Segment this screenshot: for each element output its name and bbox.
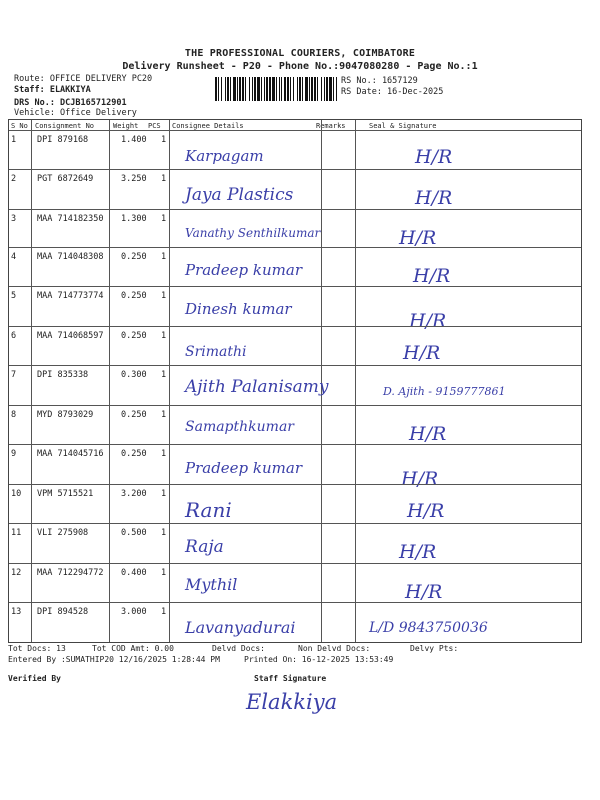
col-divider <box>31 130 32 169</box>
delivery-points: Delvy Pts: <box>410 644 459 653</box>
total-cod-amount: Tot COD Amt: 0.00 <box>92 644 174 653</box>
row-pcs: 1 <box>161 370 167 380</box>
row-sno: 11 <box>11 528 22 538</box>
col-divider <box>321 563 322 602</box>
col-divider <box>109 444 110 484</box>
row-weight: 1.300 <box>121 214 147 224</box>
col-divider <box>31 209 32 247</box>
barcode-bar <box>239 77 241 101</box>
col-divider <box>355 286 356 326</box>
barcode-bar <box>276 77 277 101</box>
row-consignee-signature: Srimathi <box>185 344 247 360</box>
row-pcs: 1 <box>161 410 167 420</box>
row-consignment-no: MAA 714773774 <box>37 291 104 301</box>
col-divider <box>109 563 110 602</box>
row-consignment-no: MAA 714068597 <box>37 331 104 341</box>
col-header-seal: Seal & Signature <box>369 122 437 130</box>
barcode-bar <box>305 77 308 101</box>
col-divider <box>109 209 110 247</box>
row-seal-signature: H/R <box>399 541 437 563</box>
row-weight: 0.250 <box>121 291 147 301</box>
col-divider <box>109 405 110 444</box>
printed-on: Printed On: 16-12-2025 13:53:49 <box>244 655 394 664</box>
row-sno: 4 <box>11 252 17 262</box>
row-seal-signature: H/R <box>415 187 453 209</box>
row-consignment-no: DPI 894528 <box>37 607 89 617</box>
row-consignment-no: MAA 714182350 <box>37 214 104 224</box>
barcode-bar <box>279 77 280 101</box>
row-consignee-signature: Karpagam <box>185 147 264 165</box>
barcode-graphic <box>214 77 338 101</box>
barcode-bar <box>237 77 238 101</box>
row-pcs: 1 <box>161 135 167 145</box>
col-divider <box>355 523 356 563</box>
barcode-bar <box>242 77 244 101</box>
row-pcs: 1 <box>161 568 167 578</box>
barcode-bar <box>333 77 334 101</box>
col-header-consignment: Consignment No <box>35 122 95 130</box>
col-divider <box>31 563 32 602</box>
row-sno: 10 <box>11 489 22 499</box>
col-header-sno: S No <box>11 122 28 130</box>
row-weight: 0.250 <box>121 410 147 420</box>
row-sno: 13 <box>11 607 22 617</box>
row-seal-signature: H/R <box>405 581 443 603</box>
col-divider <box>31 602 32 642</box>
barcode-bar <box>290 77 291 101</box>
barcode-bar <box>284 77 286 101</box>
barcode-bar <box>269 77 271 101</box>
col-divider <box>355 247 356 286</box>
col-divider <box>321 120 322 130</box>
barcode-bar <box>299 77 301 101</box>
row-consignee-signature: Dinesh kumar <box>185 300 292 318</box>
row-sno: 8 <box>11 410 17 420</box>
staff-label: Staff: ELAKKIYA <box>14 85 91 95</box>
col-divider <box>321 209 322 247</box>
rs-number: RS No.: 1657129 <box>341 76 418 86</box>
barcode-bar <box>215 77 217 101</box>
col-divider <box>169 484 170 523</box>
barcode-bar <box>336 77 337 101</box>
row-divider <box>9 247 581 248</box>
row-divider <box>9 326 581 327</box>
col-divider <box>321 523 322 563</box>
col-header-pcs: PCS <box>148 122 161 130</box>
col-divider <box>321 130 322 169</box>
barcode-bar <box>317 77 318 101</box>
col-divider <box>169 326 170 365</box>
col-divider <box>169 169 170 209</box>
row-weight: 3.250 <box>121 174 147 184</box>
row-weight: 3.200 <box>121 489 147 499</box>
col-divider <box>31 523 32 563</box>
col-divider <box>355 130 356 169</box>
row-weight: 3.000 <box>121 607 147 617</box>
row-consignment-no: PGT 6872649 <box>37 174 94 184</box>
col-divider <box>31 169 32 209</box>
row-consignee-signature: Samapthkumar <box>185 419 294 435</box>
row-consignee-signature: Rani <box>185 498 232 522</box>
col-divider <box>321 169 322 209</box>
row-divider <box>9 365 581 366</box>
row-seal-signature: H/R <box>409 423 447 445</box>
row-consignee-signature: Jaya Plastics <box>185 185 294 205</box>
col-divider <box>31 405 32 444</box>
barcode-bar <box>326 77 328 101</box>
col-divider <box>109 286 110 326</box>
row-divider <box>9 405 581 406</box>
barcode-bar <box>225 77 226 101</box>
barcode-bar <box>314 77 316 101</box>
row-sno: 2 <box>11 174 17 184</box>
col-divider <box>31 484 32 523</box>
row-seal-signature: H/R <box>401 468 439 490</box>
barcode-bar <box>297 77 298 101</box>
row-divider <box>9 563 581 564</box>
col-divider <box>355 365 356 405</box>
row-weight: 0.250 <box>121 449 147 459</box>
row-pcs: 1 <box>161 291 167 301</box>
total-docs: Tot Docs: 13 <box>8 644 66 653</box>
row-pcs: 1 <box>161 607 167 617</box>
barcode-bar <box>227 77 229 101</box>
row-consignment-no: DPI 879168 <box>37 135 89 145</box>
barcode-bar <box>272 77 275 101</box>
row-pcs: 1 <box>161 214 167 224</box>
col-divider <box>169 365 170 405</box>
delivered-docs: Delvd Docs: <box>212 644 265 653</box>
runsheet-subtitle: Delivery Runsheet - P20 - Phone No.:9047080280 - Page No.:1 <box>122 61 478 72</box>
row-sno: 9 <box>11 449 17 459</box>
col-divider <box>109 365 110 405</box>
row-weight: 1.400 <box>121 135 147 145</box>
col-divider <box>169 444 170 484</box>
col-divider <box>109 602 110 642</box>
col-divider <box>169 602 170 642</box>
row-consignment-no: MAA 714048308 <box>37 252 104 262</box>
col-divider <box>109 484 110 523</box>
col-divider <box>355 169 356 209</box>
row-divider <box>9 523 581 524</box>
runsheet-table <box>8 119 582 643</box>
row-consignment-no: MYD 8793029 <box>37 410 94 420</box>
row-weight: 0.500 <box>121 528 147 538</box>
row-divider <box>9 169 581 170</box>
col-divider <box>169 247 170 286</box>
barcode-bar <box>309 77 310 101</box>
col-divider <box>31 444 32 484</box>
verified-by: Verified By <box>8 674 61 683</box>
row-divider <box>9 209 581 210</box>
row-weight: 0.250 <box>121 252 147 262</box>
barcode-bar <box>287 77 289 101</box>
col-divider <box>321 286 322 326</box>
col-divider <box>355 405 356 444</box>
col-divider <box>31 247 32 286</box>
barcode-bar <box>252 77 253 101</box>
col-divider <box>355 484 356 523</box>
col-divider <box>169 563 170 602</box>
col-divider <box>31 286 32 326</box>
col-divider <box>109 247 110 286</box>
entered-by: Entered By :SUMATHIP20 12/16/2025 1:28:44 PM <box>8 655 220 664</box>
row-seal-signature: H/R <box>403 342 441 364</box>
row-divider <box>9 484 581 485</box>
col-divider <box>321 484 322 523</box>
col-divider <box>169 130 170 169</box>
row-divider <box>9 444 581 445</box>
row-sno: 7 <box>11 370 17 380</box>
barcode-bar <box>233 77 236 101</box>
col-divider <box>31 365 32 405</box>
col-divider <box>109 523 110 563</box>
row-pcs: 1 <box>161 252 167 262</box>
staff-signature-label: Staff Signature <box>254 674 327 683</box>
barcode-bar <box>254 77 256 101</box>
row-consignment-no: VLI 275908 <box>37 528 89 538</box>
col-divider <box>169 209 170 247</box>
row-seal-signature: H/R <box>407 500 445 522</box>
col-divider <box>109 120 110 130</box>
row-consignee-signature: Pradeep kumar <box>185 261 303 279</box>
company-title: THE PROFESSIONAL COURIERS, COIMBATORE <box>184 48 416 59</box>
col-divider <box>321 326 322 365</box>
col-divider <box>169 523 170 563</box>
row-pcs: 1 <box>161 174 167 184</box>
row-seal-signature: H/R <box>409 310 447 332</box>
col-divider <box>109 326 110 365</box>
col-divider <box>321 405 322 444</box>
row-pcs: 1 <box>161 489 167 499</box>
barcode-bar <box>329 77 332 101</box>
barcode-bar <box>245 77 246 101</box>
header-underline <box>9 130 581 131</box>
row-sno: 12 <box>11 568 22 578</box>
row-consignee-signature: Ajith Palanisamy <box>185 377 329 397</box>
barcode-bar <box>261 77 262 101</box>
row-seal-signature: H/R <box>399 227 437 249</box>
row-sno: 5 <box>11 291 17 301</box>
col-divider <box>321 444 322 484</box>
non-delivered-docs: Non Delvd Docs: <box>298 644 371 653</box>
row-pcs: 1 <box>161 331 167 341</box>
barcode-bar <box>281 77 282 101</box>
row-seal-signature: L/D 9843750036 <box>369 620 488 636</box>
col-divider <box>169 405 170 444</box>
col-divider <box>355 120 356 130</box>
rs-date: RS Date: 16-Dec-2025 <box>341 87 444 97</box>
row-sno: 1 <box>11 135 17 145</box>
col-divider <box>31 120 32 130</box>
row-weight: 0.400 <box>121 568 147 578</box>
row-consignee-signature: Raja <box>185 537 224 557</box>
col-divider <box>355 444 356 484</box>
barcode-bar <box>302 77 303 101</box>
barcode-bar <box>230 77 231 101</box>
col-divider <box>169 120 170 130</box>
row-seal-signature: H/R <box>415 146 453 168</box>
row-consignee-signature: Vanathy Senthilkumar <box>185 226 321 240</box>
row-sno: 3 <box>11 214 17 224</box>
row-divider <box>9 602 581 603</box>
row-divider <box>9 286 581 287</box>
barcode-bar <box>221 77 222 101</box>
row-seal-signature: H/R <box>413 265 451 287</box>
col-divider <box>355 209 356 247</box>
barcode-bar <box>324 77 325 101</box>
col-divider <box>355 563 356 602</box>
barcode-bar <box>321 77 322 101</box>
barcode-bar <box>293 77 294 101</box>
col-divider <box>355 602 356 642</box>
staff-signature-handwriting: Elakkiya <box>246 690 338 714</box>
barcode-bar <box>218 77 219 101</box>
row-consignment-no: DPI 835338 <box>37 370 89 380</box>
row-weight: 0.250 <box>121 331 147 341</box>
row-consignee-signature: Pradeep kumar <box>185 459 303 477</box>
row-consignment-no: VPM 5715521 <box>37 489 94 499</box>
barcode-bar <box>249 77 250 101</box>
row-seal-signature: D. Ajith - 9159777861 <box>383 385 506 398</box>
row-sno: 6 <box>11 331 17 341</box>
col-divider <box>31 326 32 365</box>
barcode-bar <box>311 77 313 101</box>
col-header-consignee: Consignee Details <box>172 122 244 130</box>
row-pcs: 1 <box>161 449 167 459</box>
row-weight: 0.300 <box>121 370 147 380</box>
row-consignee-signature: Mythil <box>185 575 238 594</box>
col-divider <box>109 130 110 169</box>
vehicle-label: Vehicle: Office Delivery <box>14 108 137 118</box>
col-divider <box>109 169 110 209</box>
route-label: Route: OFFICE DELIVERY PC20 <box>14 74 153 84</box>
row-consignment-no: MAA 712294772 <box>37 568 104 578</box>
col-divider <box>355 326 356 365</box>
col-divider <box>321 247 322 286</box>
drs-number: DRS No.: DCJB165712901 <box>14 98 127 108</box>
barcode-bar <box>266 77 268 101</box>
barcode-bar <box>264 77 265 101</box>
row-consignment-no: MAA 714045716 <box>37 449 104 459</box>
barcode-bar <box>257 77 260 101</box>
col-divider <box>321 602 322 642</box>
col-header-remarks: Remarks <box>316 122 346 130</box>
row-consignee-signature: Lavanyadurai <box>185 618 296 637</box>
col-divider <box>169 286 170 326</box>
col-header-weight: Weight <box>113 122 139 130</box>
row-pcs: 1 <box>161 528 167 538</box>
